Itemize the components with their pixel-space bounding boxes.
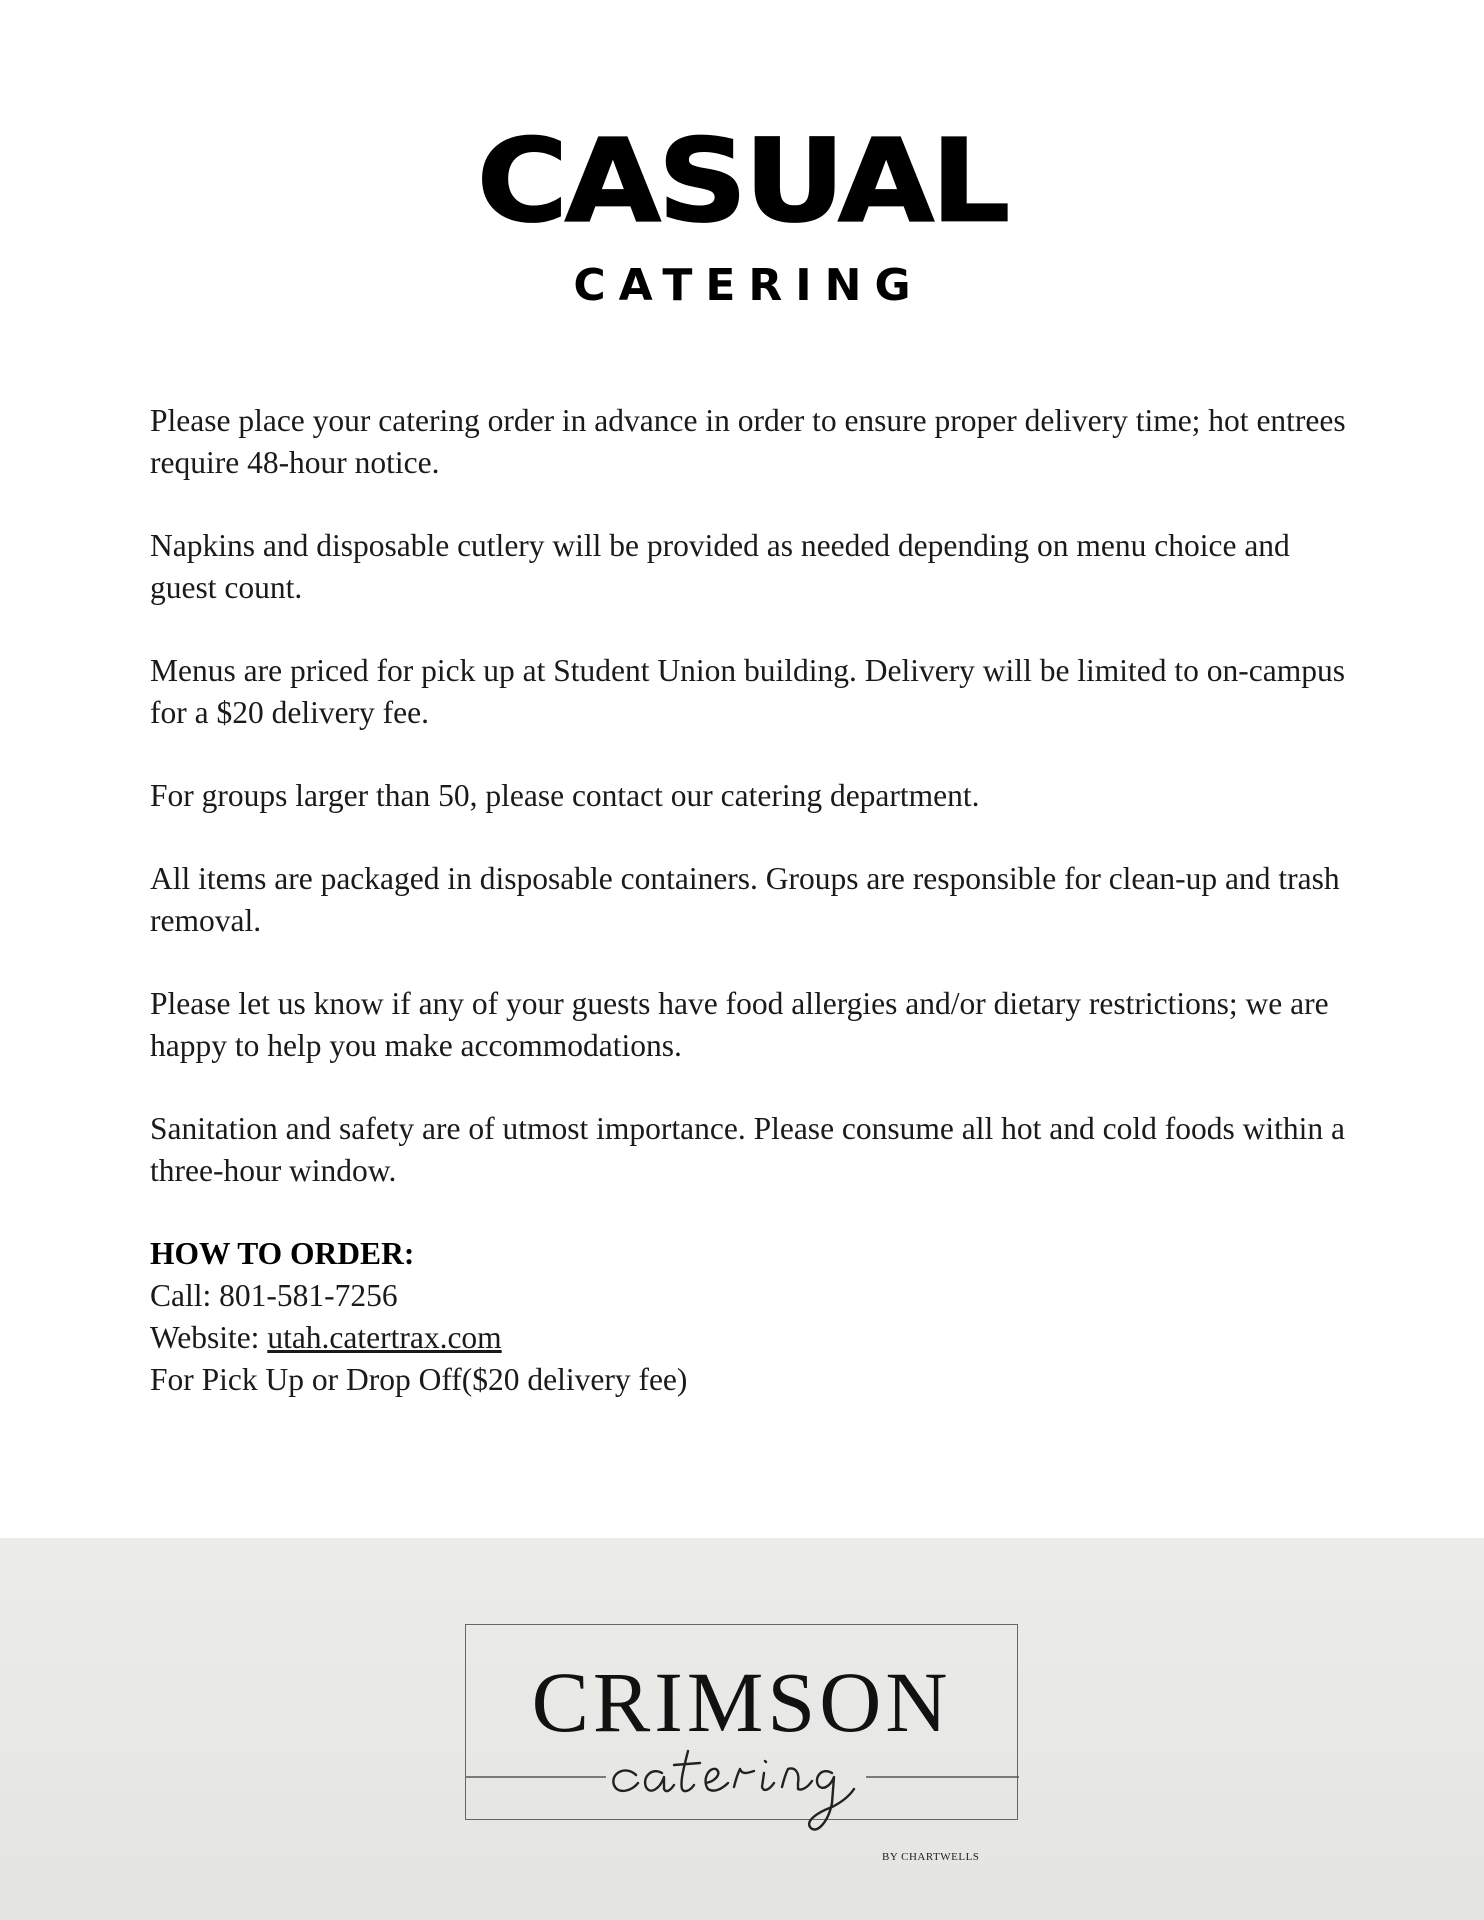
call-label: Call:	[150, 1278, 212, 1313]
policy-paragraph-large-groups: For groups larger than 50, please contact our catering department.	[150, 778, 980, 813]
how-to-order-heading: HOW TO ORDER:	[150, 1236, 415, 1271]
logo-byline: BY CHARTWELLS	[882, 1851, 980, 1863]
policy-paragraph-advance-order: Please place your catering order in advance in order to ensure proper delivery time; hot entrees require 48-hour notice.	[150, 403, 1346, 480]
policy-paragraph-pricing: Menus are priced for pick up at Student Union building. Delivery will be limited to on-campus for a $20 delivery fee.	[150, 653, 1346, 730]
how-to-order-section	[150, 1233, 1350, 1401]
website-line	[150, 1317, 1350, 1359]
website-label: Website:	[150, 1320, 260, 1355]
policy-paragraph-napkins: Napkins and disposable cutlery will be provided as needed depending on menu choice and guest count.	[150, 528, 1290, 605]
crimson-catering-logo	[465, 1624, 1018, 1863]
phone-number[interactable]: 801-581-7256	[219, 1278, 398, 1313]
policy-paragraph-packaging: All items are packaged in disposable containers. Groups are responsible for clean-up and trash removal.	[150, 861, 1340, 938]
page-subtitle: CATERING	[573, 260, 924, 311]
policy-paragraph-sanitation: Sanitation and safety are of utmost importance. Please consume all hot and cold foods within a three-hour window.	[150, 1111, 1345, 1188]
pickup-line: For Pick Up or Drop Off($20 delivery fee)	[150, 1362, 688, 1397]
catering-script-logo	[466, 1743, 1019, 1863]
logo-name: CRIMSON	[531, 1654, 952, 1750]
page-title: CASUAL	[476, 115, 1008, 249]
policy-paragraph-allergies: Please let us know if any of your guests have food allergies and/or dietary restrictions; we are happy to help you make accommodations.	[150, 986, 1329, 1063]
catering-policies	[150, 400, 1350, 1401]
website-link[interactable]: utah.catertrax.com	[267, 1320, 502, 1355]
page-header	[0, 115, 1484, 311]
call-line	[150, 1275, 1350, 1317]
footer-band	[0, 1538, 1484, 1920]
